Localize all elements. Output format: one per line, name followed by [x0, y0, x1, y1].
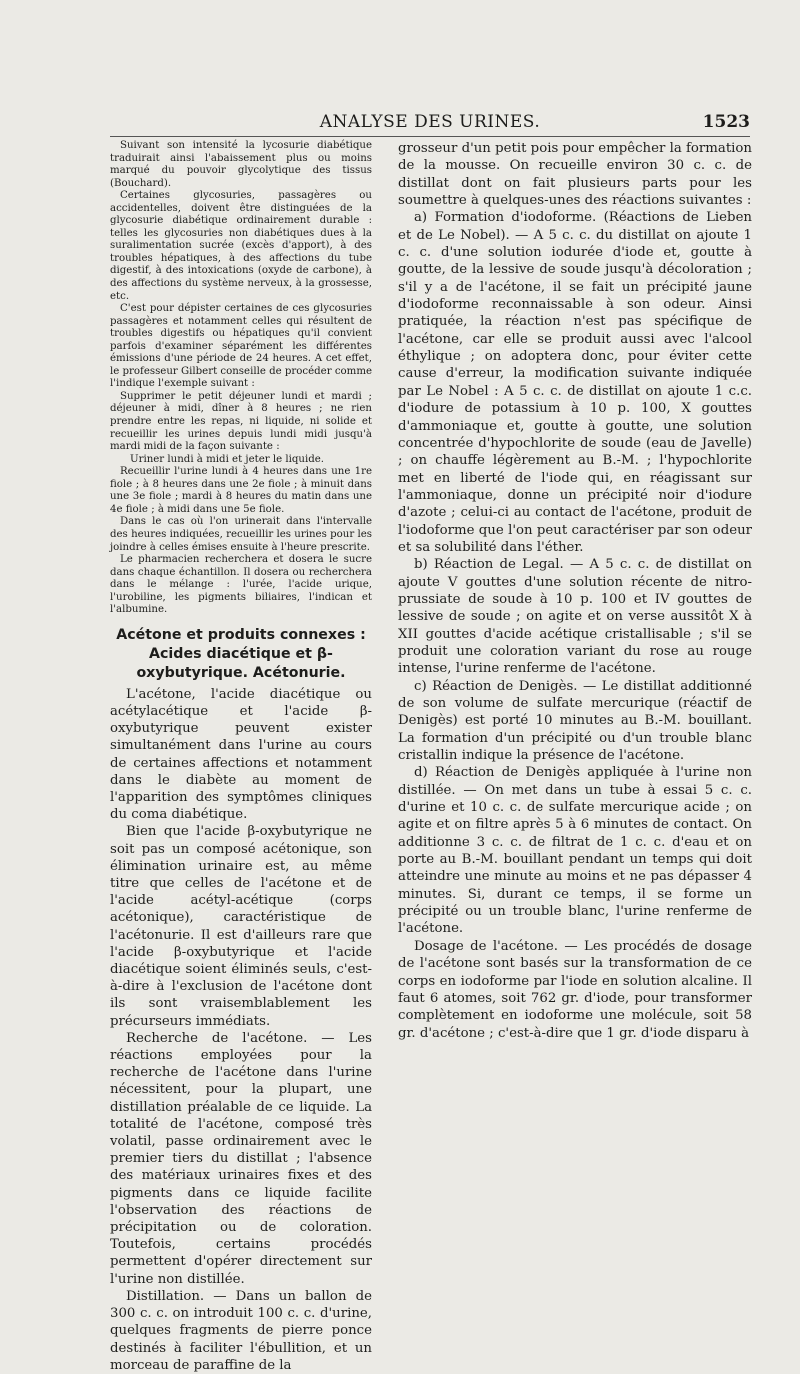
header-rule: [110, 136, 750, 137]
paragraph: Certaines glycosuries, passagères ou accidentelles, doivent être distinguées de la glycosurie diabétique ordinairement durable : telles les glycosuries non diabétiques dues à la suralimentation sucrée (excès d'apport), à des troubles hépatiques, à des affections du tube digestif, à des intoxications (oxyde de carbone), à des affections du système nerveux, à la grossesse, etc.: [110, 190, 372, 302]
paragraph: Le pharmacien recherchera et dosera le sucre dans chaque échantillon. Il dosera ou recherchera dans le mélange : l'urée, l'acide urique, l'urobiline, les pigments biliaires, l'indican et l'albumine.: [110, 554, 372, 616]
paragraph: L'acétone, l'acide diacétique ou acétylacétique et l'acide β-oxybutyrique peuvent exister simultanément dans l'urine au cours de certaines affections et notamment dans le diabète au moment de l'apparition des symptômes cliniques du coma diabétique.: [110, 686, 372, 823]
paragraph: Recueillir l'urine lundi à 4 heures dans une 1re fiole ; à 8 heures dans une 2e fiole ; à minuit dans une 3e fiole ; mardi à 8 heures du matin dans une 4e fiole ; à midi dans une 5e fiole.: [110, 466, 372, 515]
paragraph: Uriner lundi à midi et jeter le liquide.: [130, 453, 325, 465]
small-print-block: [110, 140, 372, 617]
paragraph: Supprimer le petit déjeuner lundi et mardi ; déjeuner à midi, dîner à 8 heures ; ne rien prendre entre les repas, ni liquide, ni solide et recueillir les urines depuis lundi midi jusqu'à mardi midi de la façon suivante :: [110, 390, 372, 453]
paragraph: Recherche de l'acétone. — Les réactions employées pour la recherche de l'acétone dans l'urine nécessitent, pour la plupart, une distillation préalable de ce liquide. La totalité de l'acétone, composé très volatil, passe ordinairement avec le premier tiers du distillat ; l'absence des matériaux urinaires fixes et des pigments dans ce liquide facilite l'observation des réactions de précipitation ou de coloration. Toutefois, certains procédés permettent d'opérer directement sur l'urine non distillée.: [110, 1030, 372, 1287]
paragraph: Bien que l'acide β-oxybutyrique ne soit pas un composé acétonique, son élimination urinaire est, au même titre que celles de l'acétone et de l'acide acétyl-acétique (corps acétonique), caractéristique de l'acétonurie. Il est d'ailleurs rare que l'acide β-oxybutyrique et l'acide diacétique soient éliminés seuls, c'est-à-dire à l'exclusion de l'acétone dont ils sont vraisemblablement les précurseurs immédiats.: [110, 824, 372, 1029]
paragraph: b) Réaction de Legal. — A 5 c. c. de distillat on ajoute V gouttes d'une solution récente de nitro-prussiate de soude à 10 p. 100 et IV gouttes de lessive de soude ; on agite et on verse aussitôt X à XII gouttes d'acide acétique cristallisable ; s'il se produit une coloration variant du rose au rouge intense, l'urine renferme de l'acétone.: [398, 557, 752, 677]
section-heading: Acétone et produits connexes : Acides diacétique et β-oxybutyrique. Acétonurie.: [116, 626, 366, 681]
paragraph: a) Formation d'iodoforme. (Réactions de Lieben et de Le Nobel). — A 5 c. c. du distillat on ajoute 1 c. c. d'une solution iodurée d'iode et, goutte à goutte, de la lessive de soude jusqu'à décoloration ; s'il y a de l'acétone, il se fait un précipité jaune d'iodoforme reconnaissable à son odeur. Ainsi pratiquée, la réaction n'est pas spécifique de l'acétone, car elle se produit aussi avec l'alcool éthylique ; on adoptera donc, pour éviter cette cause d'erreur, la modification suivante indiquée par Le Nobel : A 5 c. c. de distillat on ajoute 1 c.c. d'iodure de potassium à 10 p. 100, X gouttes d'ammoniaque et, goutte à goutte, une solution concentrée d'hypochlorite de soude (eau de Javelle) ; on chauffe légèrement au B.-M. ; l'hypochlorite met en liberté de l'iode qui, en réagissant sur l'ammoniaque, donne un précipité noir d'iodure d'azote ; celui-ci au contact de l'acétone, produit de l'iodoforme que l'on peut caractériser par son odeur et sa solubilité dans l'éther.: [398, 210, 752, 555]
paragraph: d) Réaction de Denigès appliquée à l'urine non distillée. — On met dans un tube à essai 5 c. c. d'urine et 10 c. c. de sulfate mercurique acide ; on agite et on filtre après 5 à 6 minutes de contact. On additionne 3 c. c. de filtrat de 1 c. c. d'eau et on porte au B.-M. bouillant pendant un temps qui doit atteindre une minute au moins et ne pas dépasser 4 minutes. Si, durant ce temps, il se forme un précipité ou un trouble blanc, l'urine renferme de l'acétone.: [398, 765, 752, 937]
right-column: [398, 140, 752, 1042]
paragraph: Dosage de l'acétone. — Les procédés de dosage de l'acétone sont basés sur la transformation de ce corps en iodoforme par l'iode en solution alcaline. Il faut 6 atomes, soit 762 gr. d'iode, pour transformer complètement en iodoforme une molécule, soit 58 gr. d'acétone ; c'est-à-dire que 1 gr. d'iode disparu à: [398, 938, 752, 1041]
paragraph: Distillation. — Dans un ballon de 300 c. c. on introduit 100 c. c. d'urine, quelques fragments de pierre ponce destinés à faciliter l'ébullition, et un morceau de paraffine de la: [110, 1288, 372, 1373]
running-title: ANALYSE DES URINES.: [319, 112, 541, 132]
paragraph: C'est pour dépister certaines de ces glycosuries passagères et notamment celles qui résultent de troubles digestifs ou hépatiques qu'il convient parfois d'examiner séparément les différentes émissions d'une période de 24 heures. A cet effet, le professeur Gilbert conseille de procéder comme l'indique l'exemple suivant :: [110, 303, 373, 390]
left-column: [110, 140, 372, 1374]
paragraph: c) Réaction de Denigès. — Le distillat additionné de son volume de sulfate mercurique (réactif de Denigès) est porté 10 minutes au B.-M. bouillant. La formation d'un précipité ou d'un trouble blanc cristallin indique la présence de l'acétone.: [398, 678, 752, 764]
paragraph: Suivant son intensité la lycosurie diabétique traduirait ainsi l'abaissement plus ou moins marqué du pouvoir glycolytique des tissus (Bouchard).: [110, 140, 372, 189]
body-text-block: [110, 686, 372, 1374]
page-number: 1523: [702, 112, 750, 132]
running-header: [110, 112, 750, 136]
paragraph: grosseur d'un petit pois pour empêcher la formation de la mousse. On recueille environ 30 c. c. de distillat dont on fait plusieurs parts pour les soumettre à quelques-unes des réactions suivantes :: [398, 141, 752, 209]
paragraph: Dans le cas où l'on urinerait dans l'intervalle des heures indiquées, recueillir les urines pour les joindre à celles émises ensuite à l'heure prescrite.: [110, 516, 372, 553]
